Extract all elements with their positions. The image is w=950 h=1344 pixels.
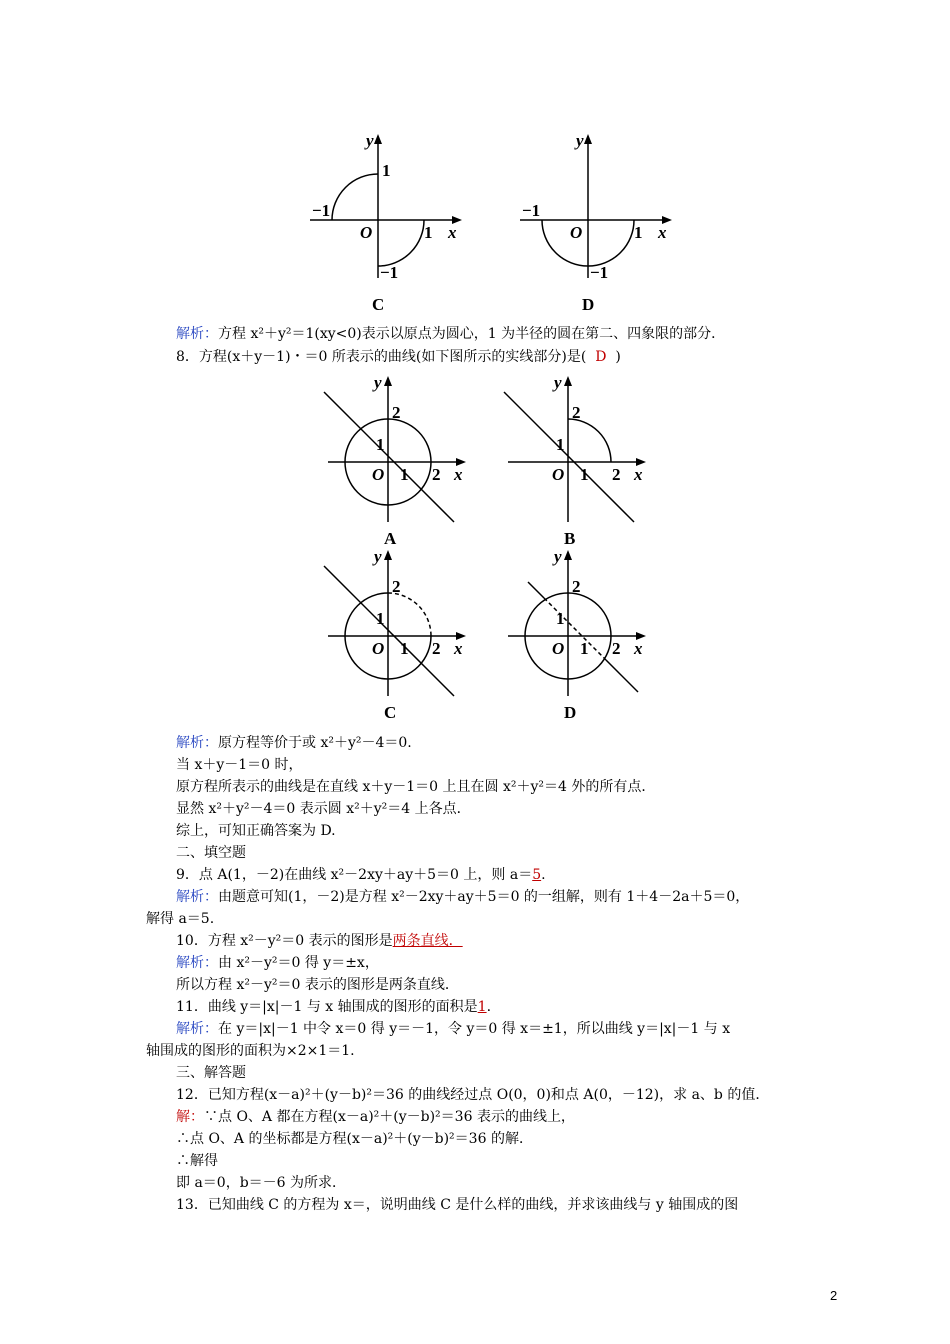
figure-caption: B (564, 529, 576, 548)
origin-label: O (372, 465, 385, 484)
q11-solution-cont: 轴围成的图形的面积为×2×1＝1. (146, 1043, 355, 1059)
one-y-label: 1 (556, 435, 565, 454)
origin-label: O (360, 223, 373, 242)
x-axis-label: x (658, 223, 667, 242)
one-y-label: 1 (556, 609, 565, 628)
y-neg-label: −1 (380, 263, 399, 282)
solution-label: 解析： (176, 326, 218, 342)
q8-solution-1 (176, 733, 412, 753)
x-pos-label: 1 (424, 223, 433, 242)
figure-caption: D (564, 703, 577, 722)
q10-solution-cont: 所以方程 x²－y²＝0 表示的图形是两条直线． (176, 977, 459, 993)
question-text: 8．方程(x＋y－1)・＝0 所表示的曲线(如下图所示的实线部分)是( (176, 349, 587, 365)
x-neg-label: −1 (522, 201, 541, 220)
solution-text: ∵点 O、A 都在方程(x－a)²＋(y－b)²＝36 表示的曲线上， (204, 1109, 575, 1125)
origin-label: O (552, 465, 565, 484)
x-axis-label: x (634, 639, 643, 658)
solution-text: 由题意可知(1，－2)是方程 x²－2xy＋ay＋5＝0 的一组解，则有 1＋4－2a＋5＝0， (218, 889, 750, 905)
q8-solution-3: 原方程所表示的曲线是在直线 x＋y－1＝0 上且在圆 x²＋y²＝4 外的所有点． (176, 779, 656, 795)
one-y-label: 1 (376, 435, 385, 454)
two-y-label: 2 (572, 577, 581, 596)
q8-figure-d (508, 546, 658, 726)
x-axis-label: x (448, 223, 457, 242)
section-heading-fill: 二、填空题 (176, 845, 246, 861)
one-x-label: 1 (400, 639, 409, 658)
x-axis-label: x (634, 465, 643, 484)
answer-text: 5 (532, 867, 542, 883)
question-text: 9．点 A(1，－2)在曲线 x²－2xy＋ay＋5＝0 上，则 a＝ (176, 867, 533, 883)
q12-solution-1 (176, 1107, 575, 1127)
q9-stem (176, 865, 546, 885)
q8-solution-4: 显然 x²＋y²－4＝0 表示圆 x²＋y²＝4 上各点． (176, 801, 471, 817)
one-x-label: 1 (580, 639, 589, 658)
q12-stem: 12．已知方程(x－a)²＋(y－b)²＝36 的曲线经过点 O(0，0)和点 A(0，－12)，求 a、b 的值． (176, 1087, 770, 1103)
x-axis-label: x (454, 639, 463, 658)
figure-caption: A (384, 529, 397, 548)
solution-label: 解析： (176, 735, 218, 751)
q8-figure-c (328, 546, 478, 726)
q8-figure-a (328, 372, 478, 552)
answer-text: D (595, 349, 607, 365)
y-axis-label: y (374, 373, 382, 392)
q8-solution-5: 综上，可知正确答案为 D. (176, 823, 336, 839)
q10-stem (176, 931, 463, 951)
figure-caption: C (372, 295, 385, 314)
q10-solution (176, 953, 379, 973)
answer-text: 两条直线． (392, 933, 463, 949)
solution-text: 由 x²－y²＝0 得 y＝±x， (218, 955, 379, 971)
solution-label: 解： (176, 1109, 204, 1125)
q8-figure-b (508, 372, 658, 552)
y-axis-label: y (366, 131, 374, 150)
two-x-label: 2 (432, 465, 441, 484)
question-end: . (486, 999, 492, 1015)
q11-solution (176, 1019, 730, 1039)
solution-label: 解析： (176, 1021, 218, 1037)
q8-stem (176, 347, 621, 367)
one-x-label: 1 (400, 465, 409, 484)
solution-text: 原方程等价于或 x²＋y²－4＝0. (218, 735, 412, 751)
solution-label: 解析： (176, 889, 218, 905)
origin-label: O (372, 639, 385, 658)
two-y-label: 2 (392, 403, 401, 422)
y-axis-label: y (374, 547, 382, 566)
q12-solution-2: ∴点 O、A 的坐标都是方程(x－a)²＋(y－b)²＝36 的解． (176, 1131, 533, 1147)
figure-caption: D (582, 295, 595, 314)
y-axis-label: y (576, 131, 584, 150)
q8-solution-2: 当 x＋y－1＝0 时， (176, 757, 303, 773)
solution-label: 解析： (176, 955, 218, 971)
figure-caption: C (384, 703, 397, 722)
q13-stem: 13．已知曲线 C 的方程为 x＝，说明曲线 C 是什么样的曲线，并求该曲线与 y 轴围成的图 (176, 1197, 739, 1213)
origin-label: O (570, 223, 583, 242)
q7-figure-c (310, 128, 470, 318)
q7-solution (176, 324, 725, 344)
page-number: 2 (830, 1288, 838, 1303)
y-neg-label: −1 (590, 263, 609, 282)
two-x-label: 2 (612, 639, 621, 658)
two-x-label: 2 (432, 639, 441, 658)
closing-paren: ) (615, 349, 621, 365)
question-end: . (541, 867, 546, 883)
q11-stem (176, 997, 491, 1017)
y-pos-label: 1 (382, 161, 391, 180)
two-y-label: 2 (572, 403, 581, 422)
one-x-label: 1 (580, 465, 589, 484)
question-text: 10．方程 x²－y²＝0 表示的图形是 (176, 933, 393, 949)
solution-text: 在 y＝|x|－1 中令 x＝0 得 y＝－1，令 y＝0 得 x＝±1，所以曲线 y＝|x|－1 与 x (218, 1021, 731, 1037)
q12-solution-4: 即 a＝0，b＝－6 为所求． (176, 1175, 347, 1191)
solution-text: 方程 x²＋y²＝1(xy<0)表示以原点为圆心，1 为半径的圆在第二、四象限的部分． (218, 326, 726, 342)
x-neg-label: −1 (312, 201, 331, 220)
two-y-label: 2 (392, 577, 401, 596)
q9-solution-cont: 解得 a＝5. (146, 911, 215, 927)
origin-label: O (552, 639, 565, 658)
q9-solution (176, 887, 749, 907)
section-heading-answer: 三、解答题 (176, 1065, 246, 1081)
two-x-label: 2 (612, 465, 621, 484)
y-axis-label: y (554, 373, 562, 392)
q7-figure-d (520, 128, 680, 318)
x-axis-label: x (454, 465, 463, 484)
one-y-label: 1 (376, 609, 385, 628)
q12-solution-3: ∴解得 (176, 1153, 218, 1169)
x-pos-label: 1 (634, 223, 643, 242)
answer-text: 1 (477, 999, 487, 1015)
question-text: 11．曲线 y＝|x|－1 与 x 轴围成的图形的面积是 (176, 999, 478, 1015)
y-axis-label: y (554, 547, 562, 566)
